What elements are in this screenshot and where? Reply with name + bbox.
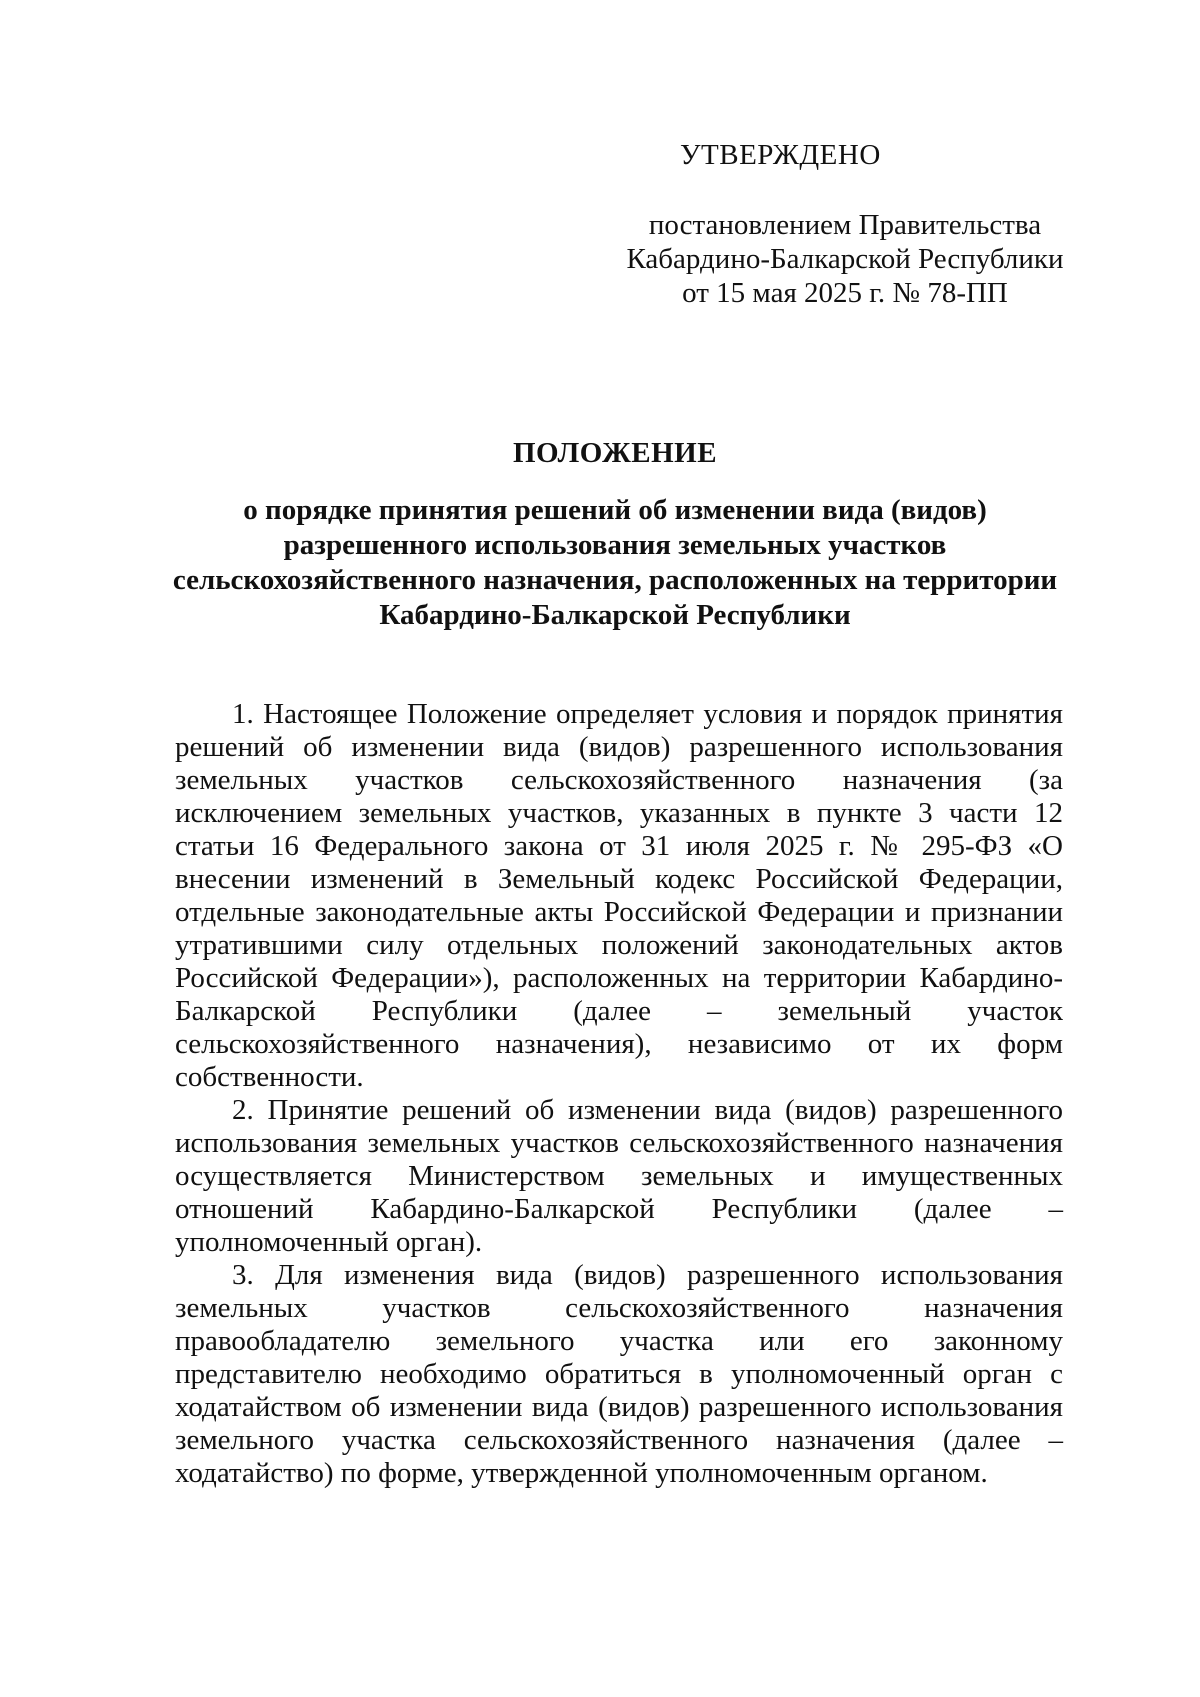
subtitle-line-3: сельскохозяйственного назначения, расположенных на территории xyxy=(172,564,1058,596)
approval-line-1: постановлением Правительства xyxy=(648,209,1042,241)
approval-stamp: УТВЕРЖДЕНО xyxy=(680,139,881,171)
paragraph-3: 3. Для изменения вида (видов) разрешенного использования земельных участков сельскохозяйственного назначения правообладателю земельного участка или его законному представителю необходимо обратиться в уполномоченный орган с ходатайством об изменении вида (видов) разрешенного использования земельного участка сельскохозяйственного назначения (далее – ходатайство) по форме, утвержденной уполномоченным органом. xyxy=(175,1259,1063,1489)
approval-block xyxy=(600,138,1090,310)
approval-basis xyxy=(600,208,1090,310)
subtitle-line-1: о порядке принятия решений об изменении вида (видов) xyxy=(243,494,987,526)
approval-line-2: Кабардино-Балкарской Республики xyxy=(626,243,1064,275)
document-heading: ПОЛОЖЕНИЕ xyxy=(512,437,718,469)
paragraph-2: 2. Принятие решений об изменении вида (видов) разрешенного использования земельных участков сельскохозяйственного назначения осуществляется Министерством земельных и имущественных отношений Кабардино-Балкарской Республики (далее – уполномоченный орган). xyxy=(175,1094,1063,1258)
document-body xyxy=(175,698,1063,1490)
approval-line-3: от 15 мая 2025 г. № 78-ПП xyxy=(682,277,1008,309)
subtitle-line-2: разрешенного использования земельных участков xyxy=(283,529,947,561)
paragraph-1: 1. Настоящее Положение определяет условия и порядок принятия решений об изменении вида (видов) разрешенного использования земельных участков сельскохозяйственного назначения (за исключением земельных участков, указанных в пункте 3 части 12 статьи 16 Федерального закона от 31 июля 2025 г. № 295-ФЗ «О внесении изменений в Земельный кодекс Российской Федерации, отдельные законодательные акты Российской Федерации и признании утратившими силу отдельных положений законодательных актов Российской Федерации»), расположенных на территории Кабардино-Балкарской Республики (далее – земельный участок сельскохозяйственного назначения), независимо от их форм собственности. xyxy=(175,698,1063,1093)
document-subtitle xyxy=(110,493,1120,633)
subtitle-line-4: Кабардино-Балкарской Республики xyxy=(379,599,851,631)
title-block xyxy=(110,436,1120,633)
